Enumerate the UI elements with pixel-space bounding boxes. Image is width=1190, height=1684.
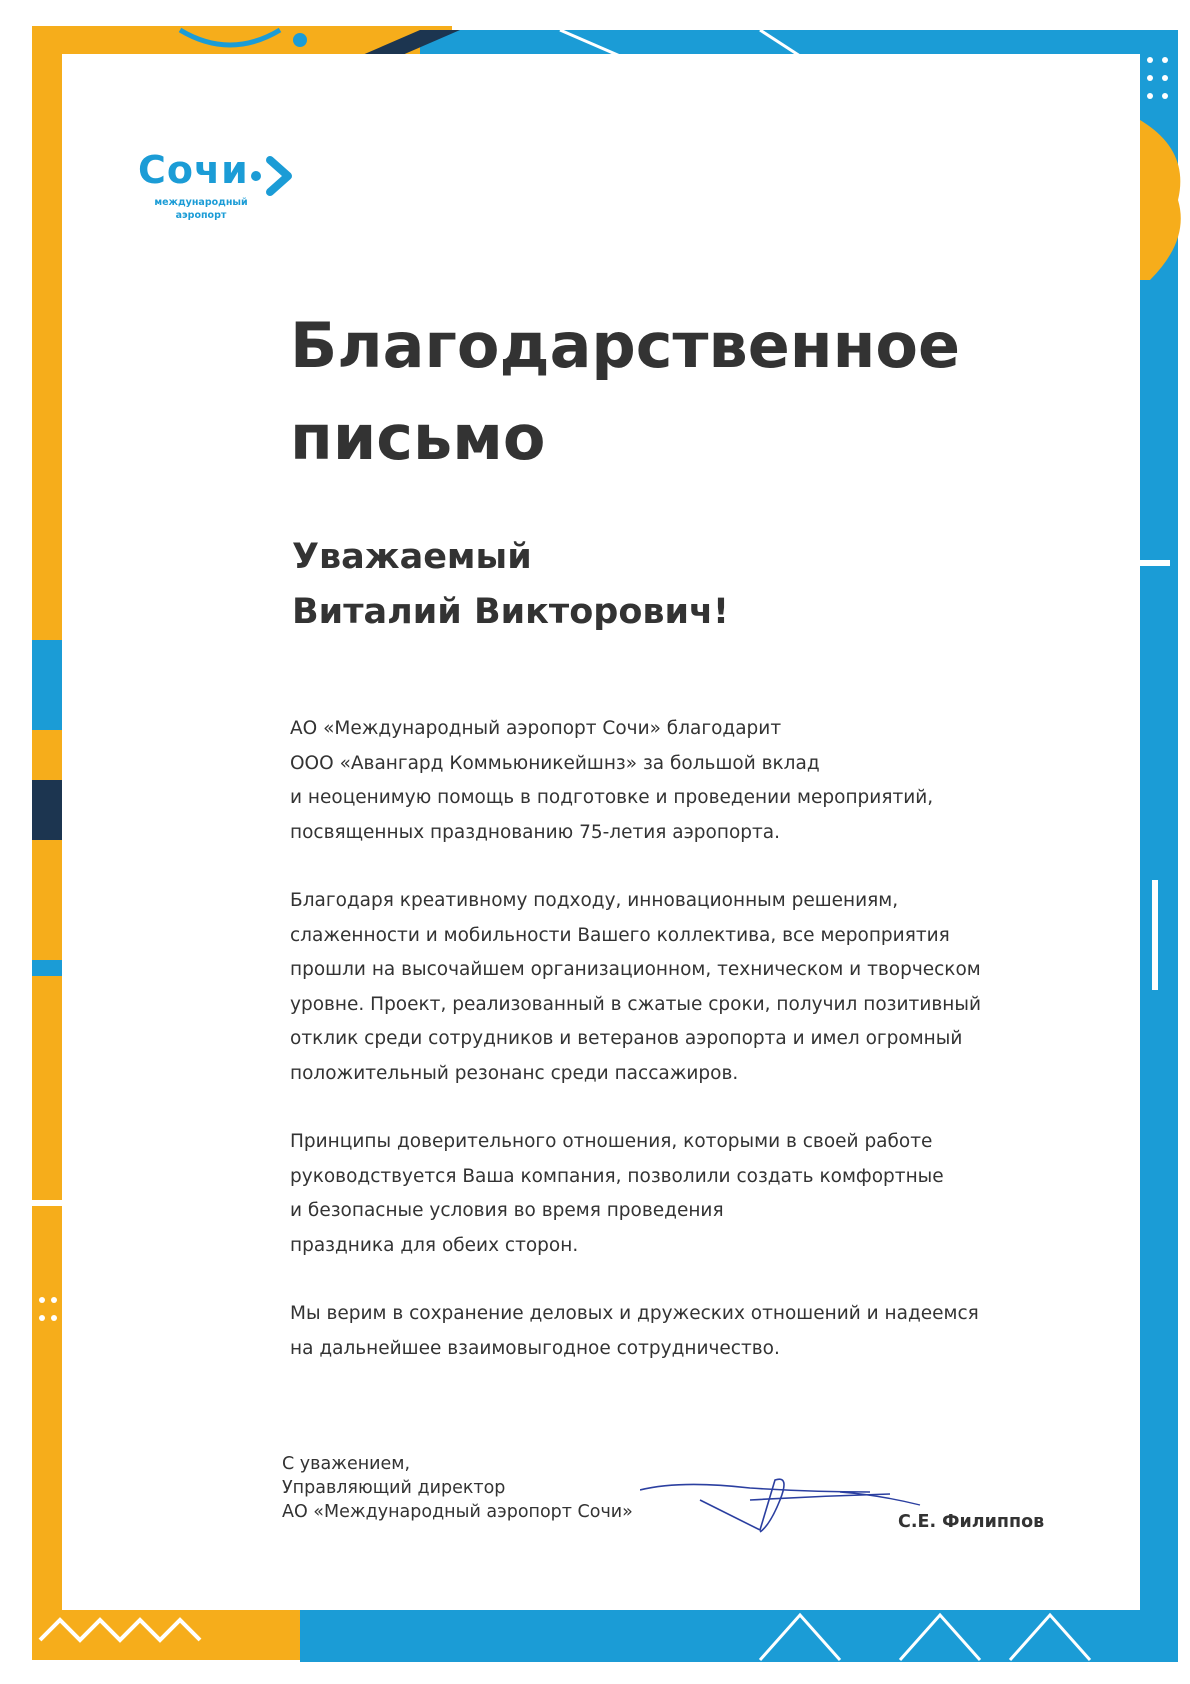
title-line2: письмо xyxy=(290,401,546,474)
logo-wordmark: Сочи xyxy=(138,148,249,192)
arrow-right-icon xyxy=(250,152,298,200)
body-paragraph-3: Принципы доверительного отношения, которыми в своей работе руководствуется Ваша компания, позволили создать комфортные и безопасные условия во время проведения праздника для обеих сторон. xyxy=(290,1131,944,1256)
logo-subtitle-line1: международный xyxy=(154,197,248,208)
airport-logo xyxy=(138,148,308,228)
letter-body xyxy=(290,712,1060,1400)
title-line1: Благодарственное xyxy=(290,309,961,382)
greeting-line2: Виталий Викторович! xyxy=(292,592,730,632)
closing-block: С уважением, Управляющий директор АО «Международный аэропорт Сочи» xyxy=(282,1454,633,1522)
greeting xyxy=(292,530,992,640)
greeting-line1: Уважаемый xyxy=(292,537,532,577)
logo-subtitle-line2: аэропорт xyxy=(175,210,227,221)
logo-subtitle xyxy=(146,196,256,222)
letter-title xyxy=(290,300,1050,484)
body-paragraph-2: Благодаря креативному подходу, инновационным решениям, слаженности и мобильности Вашего коллектива, все мероприятия прошли на высочайшем организационном, техническом и творческом уровне. Проект, реализованный в сжатые сроки, получил позитивный отклик среди сотрудников и ветеранов аэропорта и имел огромный положительный резонанс среди пассажиров. xyxy=(290,890,981,1084)
body-paragraph-4: Мы верим в сохранение деловых и дружеских отношений и надеемся на дальнейшее взаимовыгодное сотрудничество. xyxy=(290,1303,979,1359)
body-paragraph-1: АО «Международный аэропорт Сочи» благодарит ООО «Авангард Коммьюникейшнз» за большой вклад и неоценимую помощь в подготовке и проведении мероприятий, посвященных празднованию 75-летия аэропорта. xyxy=(290,718,934,843)
signer-name: С.Е. Филиппов xyxy=(898,1512,1045,1532)
